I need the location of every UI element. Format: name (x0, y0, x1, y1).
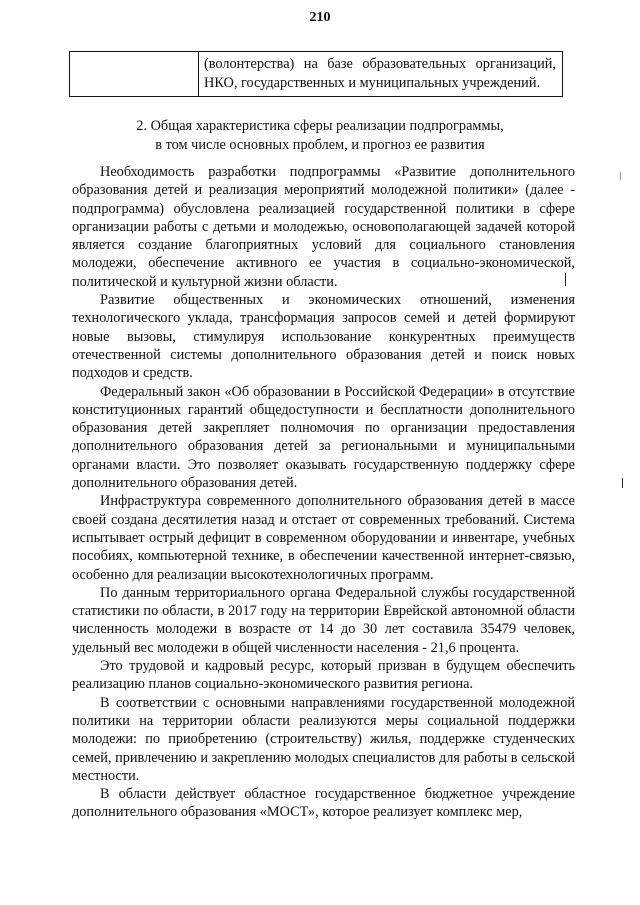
paragraph: По данным территориального органа Федеральной службы государственной статистики по области, в 2017 году на территории Еврейской автономной области численность молодежи в возрасте от 14 до 30 лет составила 35479 человек, удельный вес молодежи в общей численности населения - 21,6 процента. (72, 584, 575, 656)
scan-artifact-mark (565, 273, 566, 286)
section-heading-line-1: 2. Общая характеристика сферы реализации подпрограммы, (136, 118, 504, 134)
continued-table (69, 51, 563, 97)
table-cell-text: (волонтерства) на базе образовательных организаций, НКО, государственных и муниципальных учреждений. (199, 52, 563, 97)
scan-artifact-mark (620, 172, 621, 180)
page-number: 210 (309, 10, 331, 25)
section-heading-line-2: в том числе основных проблем, и прогноз ее развития (155, 137, 485, 153)
paragraph: Это трудовой и кадровый ресурс, который призван в будущем обеспечить реализацию планов социально-экономического развития региона. (72, 658, 575, 693)
paragraph: Федеральный закон «Об образовании в Российской Федерации» в отсутствие конституционных гарантий общедоступности и бесплатности дополнительного образования детей закрепляет полномочия по организации предоставления дополнительного образования детей за региональными и муниципальными органами власти. Это позволяет оказывать государственную поддержку сфере дополнительного образования детей. (72, 383, 575, 492)
paragraph: Развитие общественных и экономических отношений, изменения технологического уклада, трансформация запросов семей и детей формируют новые вызовы, стимулируя использование конкурентных преимуществ отечественной системы дополнительного образования детей и поиск новых подходов и средств. (72, 292, 575, 382)
paragraph: Инфраструктура современного дополнительного образования детей в массе своей создана десятилетия назад и отстает от современных требований. Система испытывает острый дефицит в современном оборудовании и инвентаре, учебных пособиях, компьютерной технике, в обеспечении качественной интернет-связью, особенно для реализации высокотехнологичных программ. (72, 493, 575, 583)
section-heading (90, 117, 550, 155)
paragraph: Необходимость разработки подпрограммы «Развитие дополнительного образования детей и реализация мероприятий молодежной политики» (далее - подпрограмма) обусловлена реализацией государственной политики в сфере организации работы с детьми и молодежью, основополагающей задачей которой является создание благоприятных условий для социального становления молодежи, обеспечение активного ее участия в социально-экономической, политической и культурной жизни области. (72, 164, 575, 290)
table-row (70, 52, 563, 97)
table-cell-empty (70, 52, 199, 97)
scan-artifact-mark (622, 478, 623, 488)
body-text (72, 163, 575, 822)
paragraph: В соответствии с основными направлениями государственной молодежной политики на территории области реализуются меры социальной поддержки молодежи: по приобретению (строительству) жилья, поддержке студенческих семей, привлечению и закреплению молодых специалистов для работы в сельской местности. (72, 694, 575, 784)
paragraph: В области действует областное государственное бюджетное учреждение дополнительного образования «МОСТ», которое реализует комплекс мер, (72, 786, 575, 821)
